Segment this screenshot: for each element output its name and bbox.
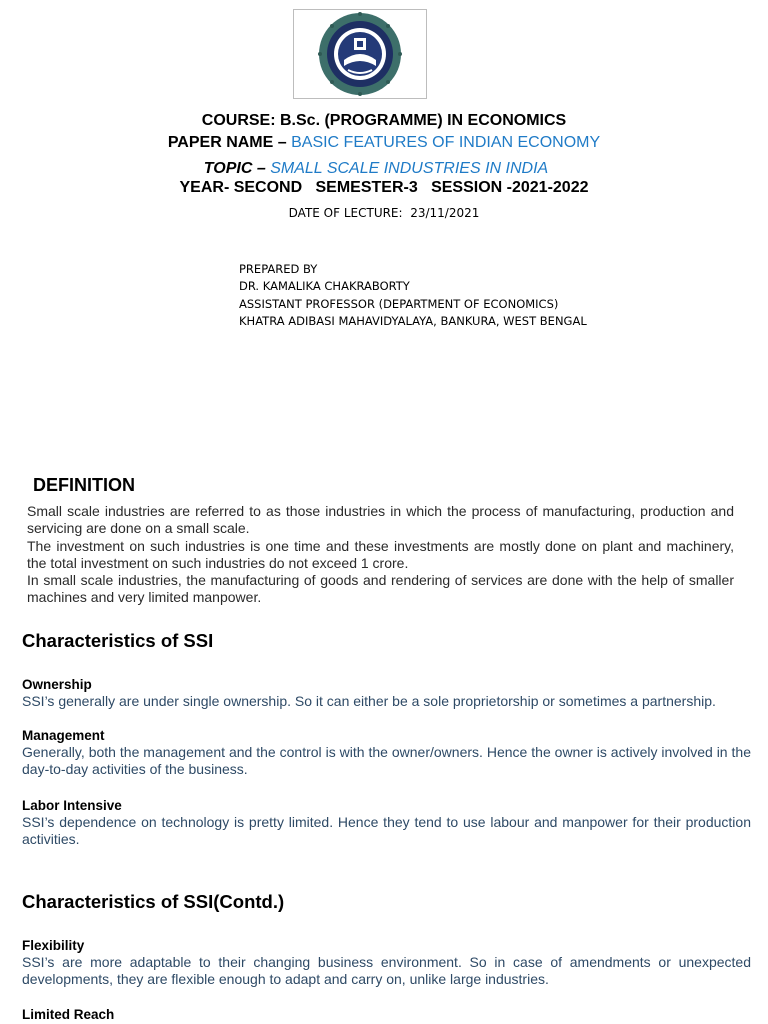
characteristic-text: Generally, both the management and the control is with the owner/owners. Hence the owner is actively involved in the day-to-day activities of the business. <box>22 744 751 778</box>
definition-paragraph: The investment on such industries is one time and these investments are mostly done on plant and machinery, the total investment on such industries do not exceed 1 crore. <box>27 537 734 571</box>
characteristic-item <box>22 727 751 779</box>
characteristic-title: Labor Intensive <box>22 798 122 813</box>
characteristic-text: SSI’s generally are under single ownership. So it can either be a sole proprietorship or sometimes a partnership. <box>22 693 716 709</box>
paper-name-line <box>0 134 768 152</box>
characteristics-contd-heading: Characteristics of SSI(Contd.) <box>22 891 285 912</box>
definition-paragraph: In small scale industries, the manufacturing of goods and rendering of services are done with the help of smaller machines and very limited manpower. <box>27 572 734 606</box>
year-semester-session-line: YEAR- SECOND SEMESTER-3 SESSION -2021-2022 <box>179 179 589 196</box>
characteristic-text: SSI’s dependence on technology is pretty limited. Hence they tend to use labour and manpower for their production activities. <box>22 814 751 848</box>
author-institution: KHATRA ADIBASI MAHAVIDYALAYA, BANKURA, WEST BENGAL <box>239 313 587 328</box>
characteristic-item <box>22 1006 751 1023</box>
paper-name-label: PAPER NAME – <box>167 134 292 151</box>
characteristic-title: Flexibility <box>22 938 85 953</box>
characteristic-title: Management <box>22 728 105 743</box>
university-seal-icon <box>318 12 402 96</box>
characteristic-item <box>22 676 751 710</box>
characteristic-item <box>22 797 751 849</box>
university-logo-frame <box>293 9 427 99</box>
characteristic-text: SSI’s are more adaptable to their changing business environment. So in case of amendments or unexpected developments, they are flexible enough to adapt and carry on, unlike large industries. <box>22 954 751 988</box>
prepared-by-block <box>239 261 587 330</box>
characteristic-item <box>22 937 751 989</box>
characteristic-title: Limited Reach <box>22 1007 115 1022</box>
topic-value: SMALL SCALE INDUSTRIES IN INDIA <box>270 160 549 177</box>
topic-line <box>0 160 760 178</box>
definition-heading: DEFINITION <box>33 475 135 495</box>
course-line: COURSE: B.Sc. (PROGRAMME) IN ECONOMICS <box>201 112 567 129</box>
author-name: DR. KAMALIKA CHAKRABORTY <box>239 279 410 294</box>
characteristics-heading: Characteristics of SSI <box>22 630 214 651</box>
date-of-lecture: DATE OF LECTURE: 23/11/2021 <box>288 206 480 220</box>
characteristic-title: Ownership <box>22 677 92 692</box>
prepared-by-label: PREPARED BY <box>239 262 318 276</box>
author-designation: ASSISTANT PROFESSOR (DEPARTMENT OF ECONOMICS) <box>239 296 559 311</box>
paper-name-value: BASIC FEATURES OF INDIAN ECONOMY <box>291 134 601 151</box>
topic-label: TOPIC – <box>203 160 271 177</box>
definition-body <box>27 503 734 607</box>
definition-paragraph: Small scale industries are referred to as those industries in which the process of manufacturing, production and servicing are done on a small scale. <box>27 503 734 537</box>
